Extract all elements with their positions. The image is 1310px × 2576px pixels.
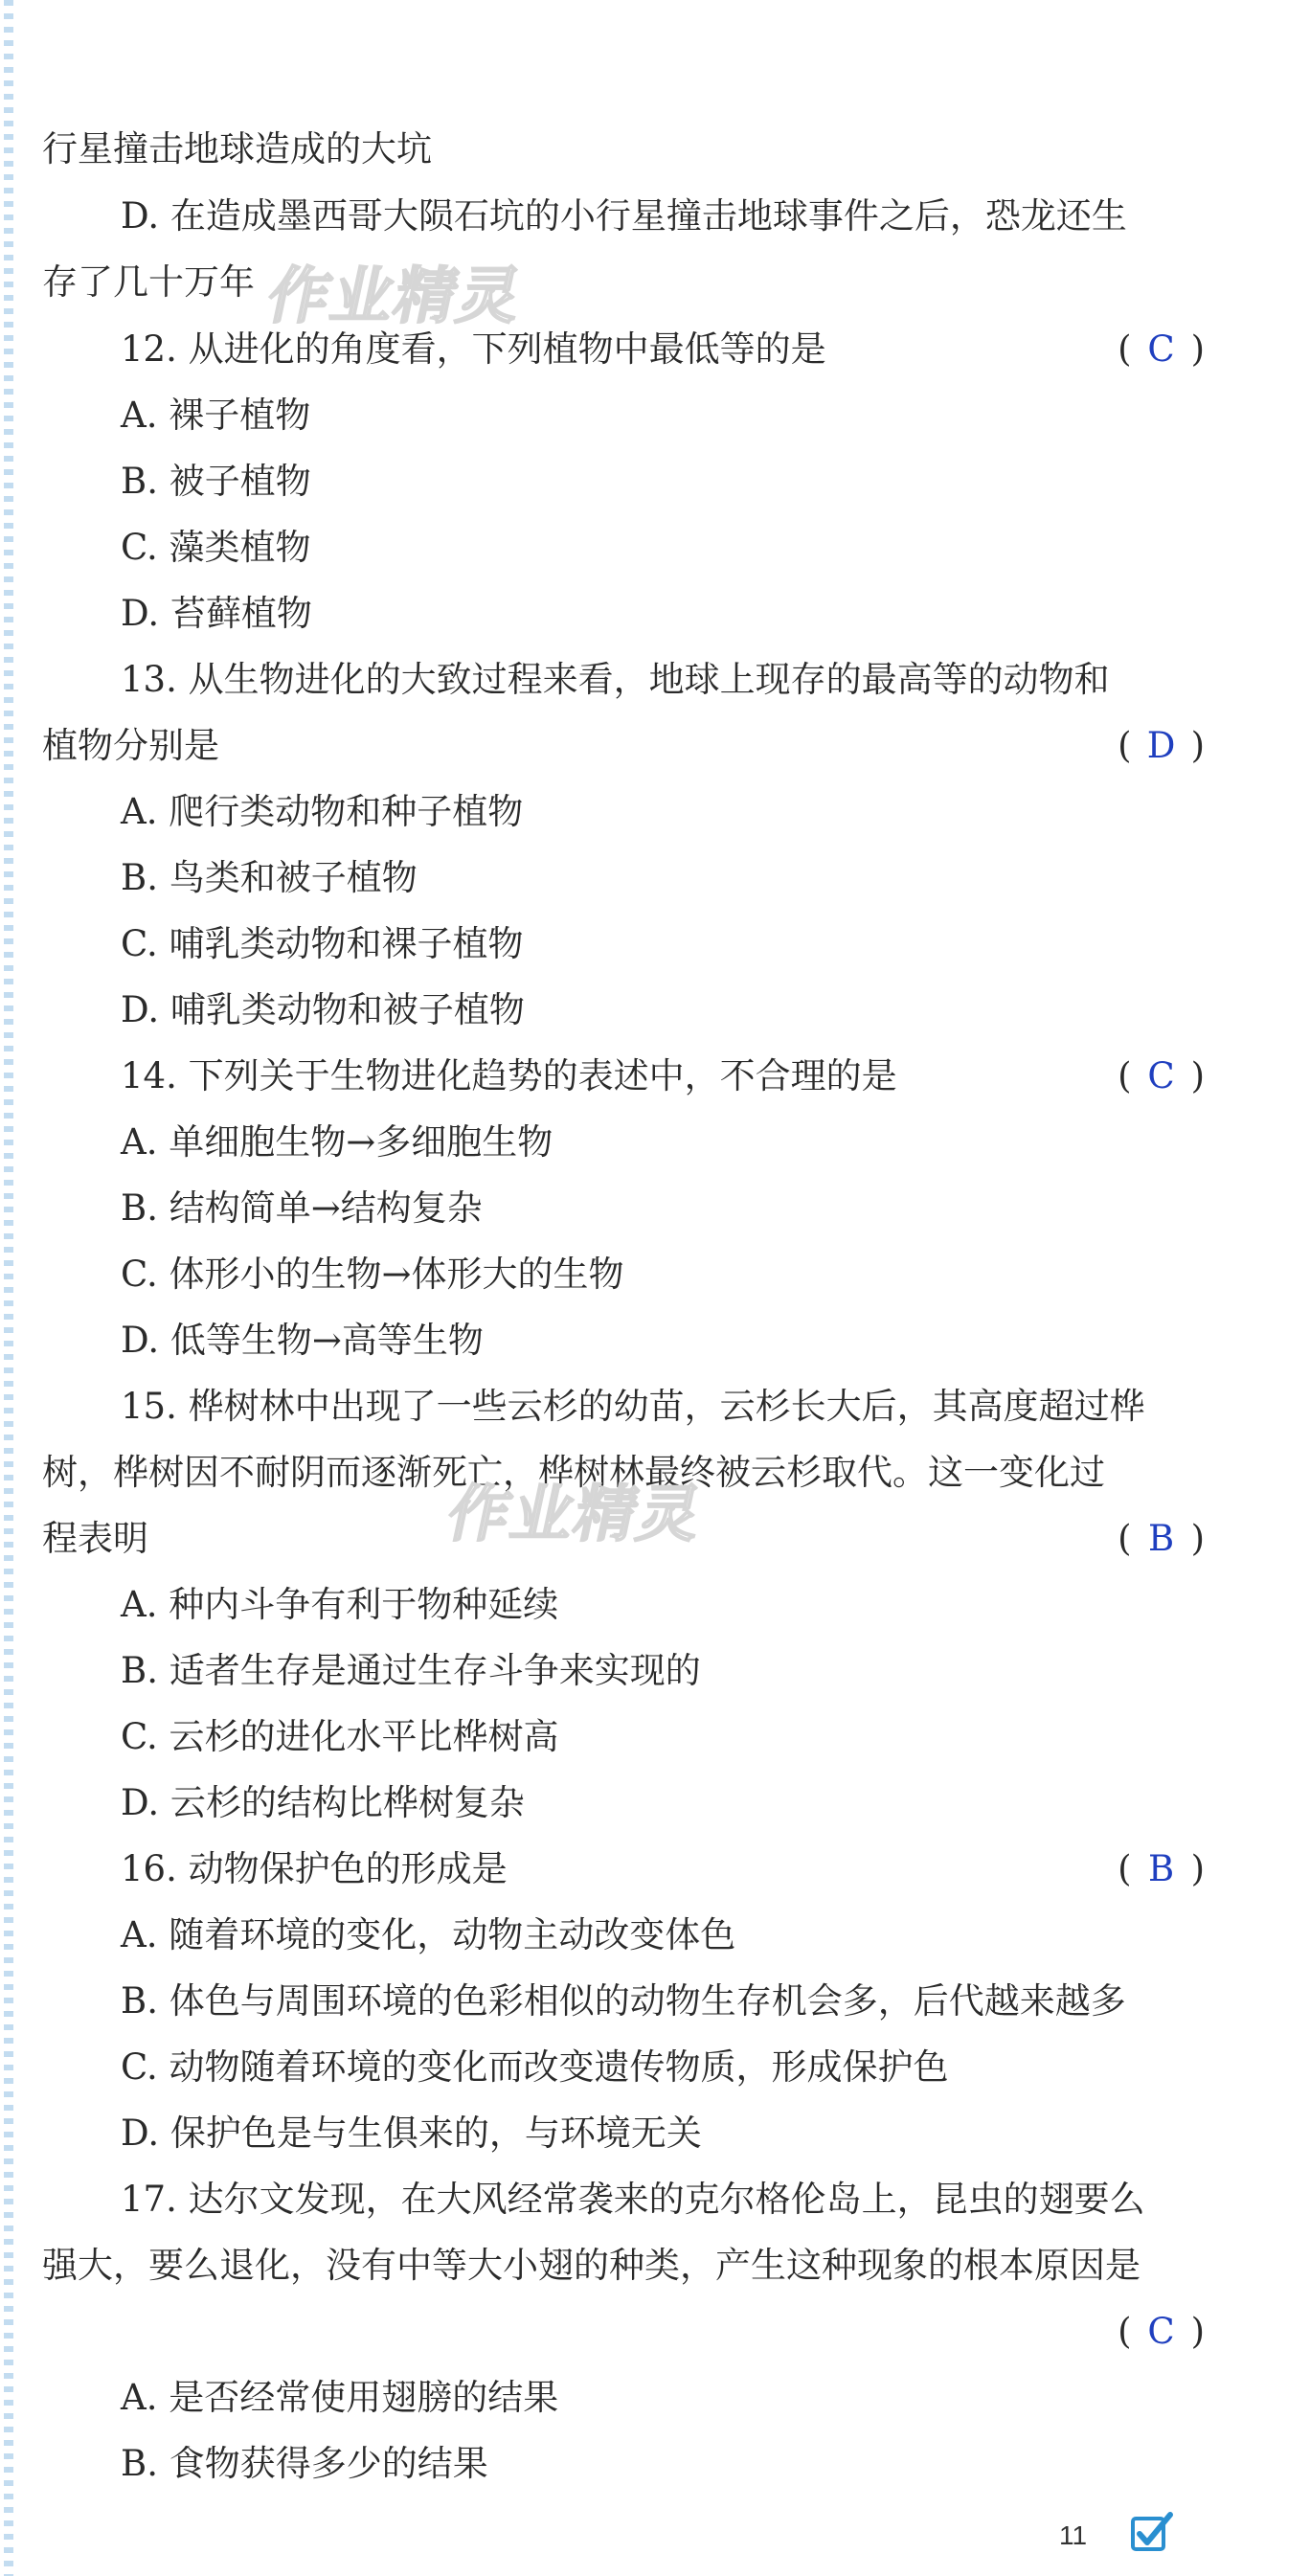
option-d: D. 保护色是与生俱来的，与环境无关 (121, 2113, 702, 2154)
answer-15 (1118, 1510, 1205, 1568)
question-15-stem-cont: 程表明 (42, 1518, 148, 1559)
option-c: C. 云杉的进化水平比桦树高 (121, 1716, 559, 1757)
option-a: A. 是否经常使用翅膀的结果 (121, 2377, 559, 2418)
question-12-stem (121, 321, 1270, 378)
paren-open: ( (1118, 725, 1132, 766)
paren-close: ) (1190, 725, 1205, 766)
question-17-stem-cont: 强大，要么退化，没有中等大小翅的种类，产生这种现象的根本原因是 (42, 2245, 1141, 2286)
option-d: D. 云杉的结构比桦树复杂 (121, 1782, 525, 1823)
option-c: C. 动物随着环境的变化而改变遗传物质，形成保护色 (121, 2046, 949, 2088)
paren-open: ( (1118, 2311, 1132, 2352)
option-a: A. 裸子植物 (121, 395, 311, 436)
question-13-stem: 13. 从生物进化的大致过程来看，地球上现存的最高等的动物和 (121, 659, 1110, 700)
answer-letter: B (1147, 1518, 1175, 1559)
option-c: C. 藻类植物 (121, 527, 311, 568)
question-16-stem: 16. 动物保护色的形成是 (121, 1848, 508, 1889)
question-15-stem-cont: 树，桦树因不耐阴而逐渐死亡，桦树林最终被云杉取代。这一变化过 (42, 1452, 1105, 1493)
answer-letter: C (1147, 328, 1175, 370)
paren-close: ) (1190, 1055, 1205, 1096)
text-line: 行星撞击地球造成的大坑 (42, 128, 432, 169)
paren-close: ) (1190, 2311, 1205, 2352)
option-b: B. 体色与周围环境的色彩相似的动物生存机会多，后代越来越多 (121, 1980, 1126, 2022)
question-text: 12. 从进化的角度看，下列植物中最低等的是 (121, 328, 826, 370)
option-b: B. 结构简单→结构复杂 (121, 1187, 483, 1229)
answer-letter: C (1147, 1055, 1175, 1096)
paren-open: ( (1118, 1848, 1132, 1889)
paren-close: ) (1190, 1518, 1205, 1559)
option-d: D. 哺乳类动物和被子植物 (121, 989, 525, 1030)
answer-14 (1118, 1048, 1205, 1105)
answer-13 (1118, 717, 1205, 775)
paren-open: ( (1118, 328, 1132, 370)
option-b: B. 被子植物 (121, 461, 311, 502)
answer-letter: D (1146, 725, 1176, 766)
answer-12 (1118, 321, 1205, 378)
option-b: B. 食物获得多少的结果 (121, 2443, 488, 2484)
option-c: C. 哺乳类动物和裸子植物 (121, 923, 524, 964)
paren-close: ) (1190, 328, 1205, 370)
option-a: A. 爬行类动物和种子植物 (121, 791, 524, 832)
text-line: 存了几十万年 (42, 261, 255, 303)
paren-open: ( (1118, 1055, 1132, 1096)
question-13-stem-cont: 植物分别是 (42, 725, 219, 766)
paren-close: ) (1190, 1848, 1205, 1889)
option-a: A. 随着环境的变化，动物主动改变体色 (121, 1914, 736, 1955)
answer-letter: C (1147, 2311, 1175, 2352)
option-d: D. 低等生物→高等生物 (121, 1320, 484, 1361)
checkmark-box-icon (1128, 2507, 1176, 2555)
option-b: B. 适者生存是通过生存斗争来实现的 (121, 1650, 701, 1691)
option-b: B. 鸟类和被子植物 (121, 857, 418, 898)
watermark: 作业精灵 (440, 1480, 710, 1550)
answer-17 (1118, 2303, 1205, 2361)
question-15-stem: 15. 桦树林中出现了一些云杉的幼苗，云杉长大后，其高度超过桦 (121, 1386, 1145, 1427)
text-line: D. 在造成墨西哥大陨石坑的小行星撞击地球事件之后，恐龙还生 (121, 195, 1127, 237)
answer-letter: B (1147, 1848, 1175, 1889)
question-17-stem: 17. 达尔文发现，在大风经常袭来的克尔格伦岛上，昆虫的翅要么 (121, 2179, 1145, 2220)
paren-open: ( (1118, 1518, 1132, 1559)
option-d: D. 苔藓植物 (121, 593, 312, 634)
option-a: A. 种内斗争有利于物种延续 (121, 1584, 559, 1625)
option-a: A. 单细胞生物→多细胞生物 (121, 1121, 553, 1163)
answer-16 (1118, 1841, 1205, 1898)
watermark: 作业精灵 (260, 261, 530, 332)
page-number: 11 (1059, 2520, 1088, 2550)
question-14-stem: 14. 下列关于生物进化趋势的表述中，不合理的是 (121, 1055, 897, 1096)
option-c: C. 体形小的生物→体形大的生物 (121, 1254, 624, 1295)
